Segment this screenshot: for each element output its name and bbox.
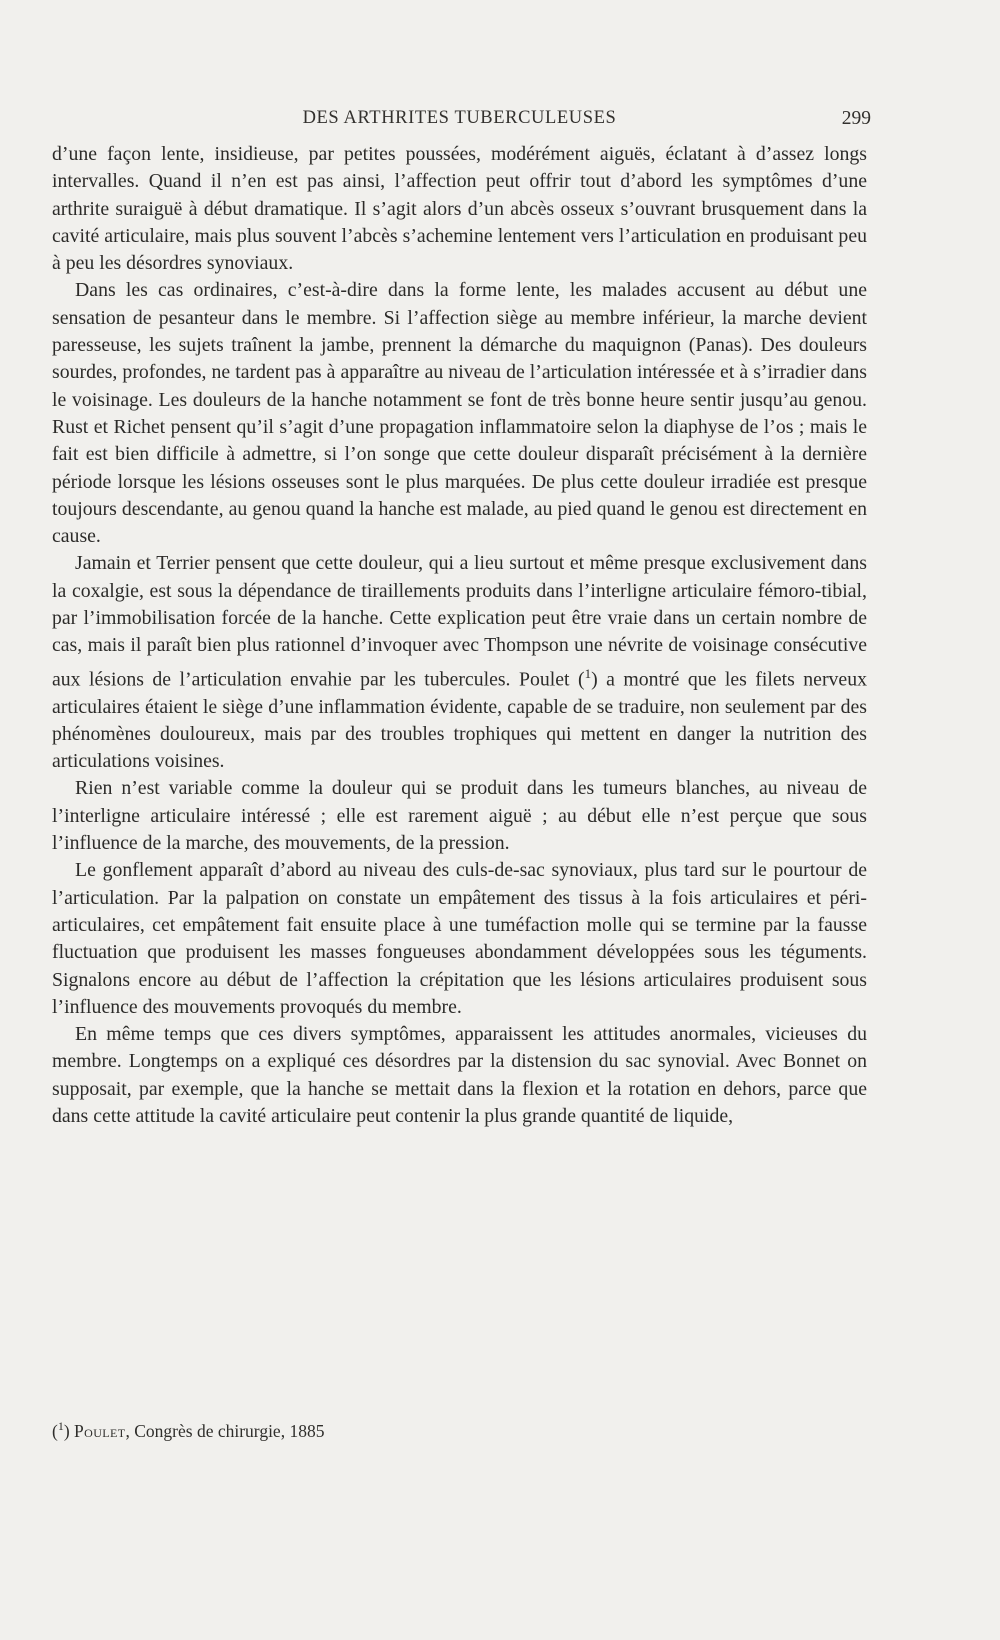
page-number: 299 xyxy=(841,108,871,129)
footnote-text: , Congrès de chirurgie, 1885 xyxy=(125,1420,325,1441)
paragraph-5: Le gonflement apparaît d’abord au niveau des culs-de-sac synoviaux, plus tard sur le pourtour de l’articulation. Par la palpation on constate un empâtement des tissus à la fois articulaires et péri-articulaires, cet empâtement fait ensuite place à une tuméfaction molle qui se termine par la fausse fluctuation que produisent les masses fongueuses abondamment développées sous les téguments. Signalons encore au début de l’affection la crépitation que les lésions articulaires produisent sous l’influence des mouvements provoqués du membre. xyxy=(52,859,867,1018)
body-text xyxy=(52,141,867,1130)
paragraph-1: d’une façon lente, insidieuse, par petites poussées, modérément aiguës, éclatant à d’assez longs intervalles. Quand il n’en est pas ainsi, l’affection peut offrir tout d’abord les symptômes d’une arthrite suraiguë à début dramatique. Il s’agit alors d’un abcès osseux s’ouvrant brusquement dans la cavité articulaire, mais plus souvent l’abcès s’achemine lentement vers l’articulation en produisant peu à peu les désordres synoviaux. xyxy=(52,143,867,275)
footnote-mark: 1 xyxy=(57,1419,64,1433)
paragraph-2: Dans les cas ordinaires, c’est-à-dire dans la forme lente, les malades accusent au début une sensation de pesanteur dans le membre. Si l’affection siège au membre inférieur, la marche devient paresseuse, les sujets traînent la jambe, prennent la démarche du maquignon (Panas). Des douleurs sourdes, profondes, ne tardent pas à apparaître au niveau de l’articulation intéressée et à s’irradier dans le voisinage. Les douleurs de la hanche notamment se font de très bonne heure sentir jusqu’au genou. Rust et Richet pensent qu’il s’agit d’une propagation inflammatoire selon la diaphyse de l’os ; mais le fait est bien difficile à admettre, si l’on songe que cette douleur disparaît précisément à la dernière période lorsque les lésions osseuses sont le plus marquées. De plus cette douleur irradiée est presque toujours descendante, au genou quand la hanche est malade, au pied quand le genou est directement en cause. xyxy=(52,279,867,548)
paragraph-3-part-1: Jamain et Terrier pensent que cette douleur, qui a lieu surtout et même presque exclusivement dans la coxalgie, est sous la dépendance de tiraillements produits dans l’interligne articulaire fémoro-tibial, par l’immobilisation forcée de la hanche. Cette explication peut être vraie dans un certain nombre de cas, mais il paraît bien plus rationnel d’invoquer avec Thompson une névrite de voisinage consécutive aux lésions de l’articulation envahie par les tubercules. Poulet ( xyxy=(52,552,867,691)
running-head xyxy=(52,108,871,134)
paragraph-6: En même temps que ces divers symptômes, apparaissent les attitudes anormales, vicieuses du membre. Longtemps on a expliqué ces désordres par la distension du sac synovial. Avec Bonnet on supposait, par exemple, que la hanche se mettait dans la flexion et la rotation en dehors, parce que dans cette attitude la cavité articulaire peut contenir la plus grande quantité de liquide, xyxy=(52,1023,867,1127)
footnote-reference: 1 xyxy=(584,665,592,681)
footnote-author: Poulet xyxy=(74,1420,126,1441)
footnote: ($^1$) Poulet, Congrès de chirurgie, 1885 xyxy=(52,1419,325,1441)
paragraph-3 xyxy=(52,550,867,775)
paragraph-4: Rien n’est variable comme la douleur qui se produit dans les tumeurs blanches, au niveau de l’interligne articulaire intéressé ; elle est rarement aiguë ; au début elle n’est perçue que sous l’influence de la marche, des mouvements, de la pression. xyxy=(52,777,867,855)
running-title: DES ARTHRITES TUBERCULEUSES xyxy=(302,108,617,128)
paragraph-3-part-2: ) a montré que les filets nerveux articulaires étaient le siège d’une inflammation évidente, capable de se traduire, non seulement par des phénomènes douloureux, mais par des troubles trophiques qui mettent en danger la nutrition des articulations voisines. xyxy=(52,668,867,773)
